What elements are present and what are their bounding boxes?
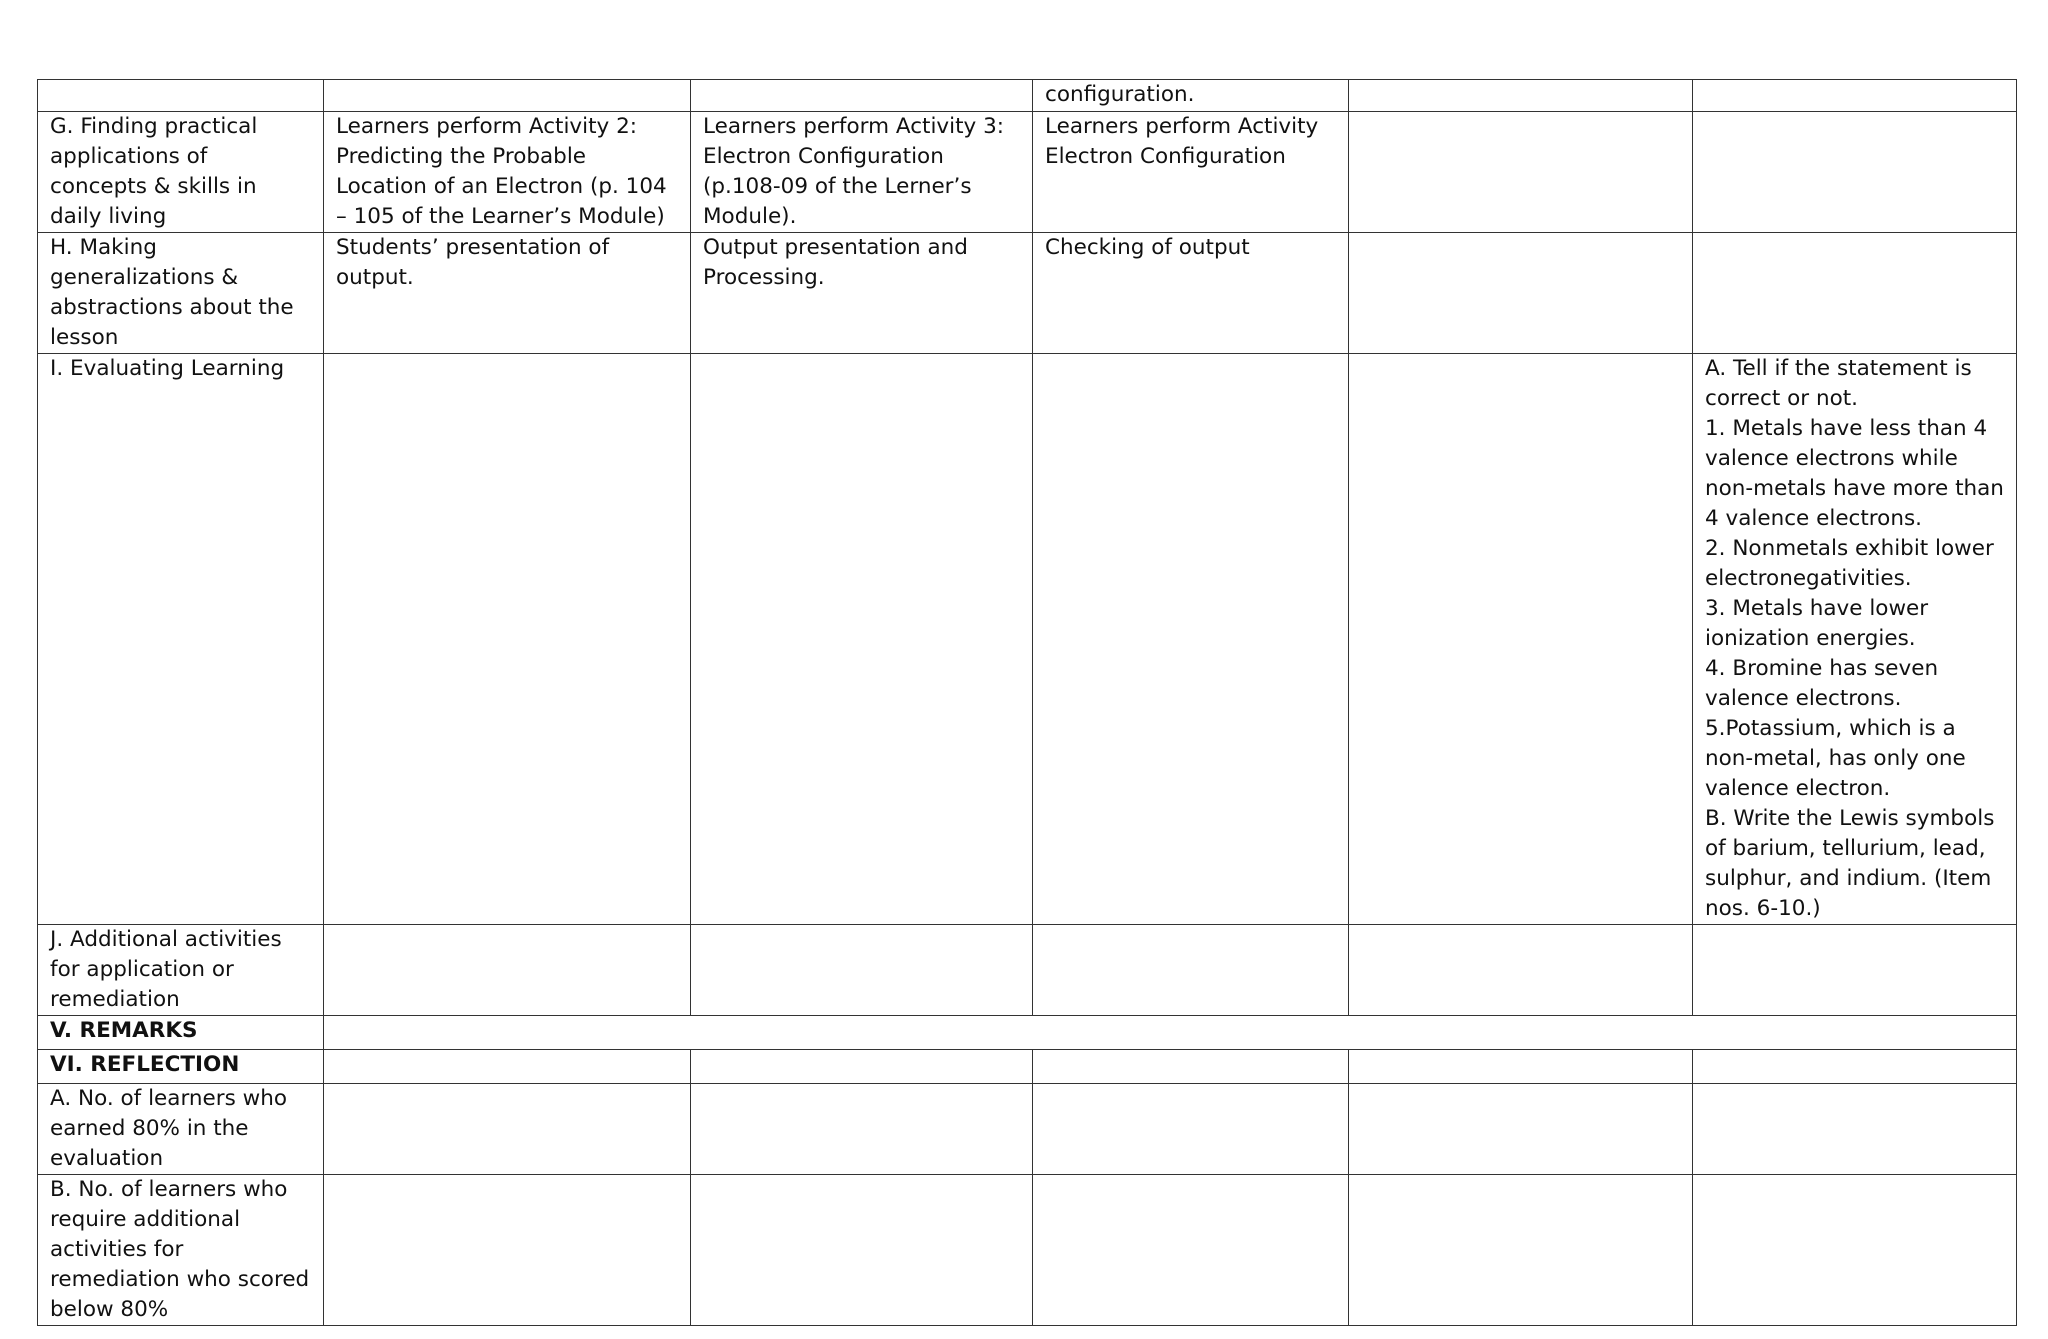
table-cell <box>691 80 1033 112</box>
table-cell <box>691 354 1033 925</box>
table-cell <box>1349 1175 1693 1326</box>
table-cell <box>1693 112 2017 233</box>
table-cell: Output presentation and Processing. <box>691 233 1033 354</box>
table-row <box>38 1084 2017 1175</box>
table-cell <box>1033 1050 1349 1084</box>
reflection-heading: VI. REFLECTION <box>38 1050 324 1084</box>
table-cell <box>691 1084 1033 1175</box>
table-cell: Learners perform Activity 3: Electron Configuration (p.108-09 of the Lerner’s Module). <box>691 112 1033 233</box>
table-cell <box>1349 1084 1693 1175</box>
evaluation-questions: A. Tell if the statement is correct or not. 1. Metals have less than 4 valence electrons while non-metals have more than 4 valence electrons. 2. Nonmetals exhibit lower electronegativities. 3. Metals have lower ionization energies. 4. Bromine has seven valence electrons. 5.Potassium, which is a non-metal, has only one valence electron. B. Write the Lewis symbols of barium, tellurium, lead, sulphur, and indium. (Item nos. 6-10.) <box>1693 354 2017 925</box>
table-cell <box>1693 1050 2017 1084</box>
remarks-cell <box>324 1016 2017 1050</box>
table-row <box>38 233 2017 354</box>
lesson-plan-table <box>37 79 2017 1326</box>
remarks-heading: V. REMARKS <box>38 1016 324 1050</box>
row-label: H. Making generalizations & abstractions about the lesson <box>38 233 324 354</box>
table-row <box>38 1175 2017 1326</box>
row-label: A. No. of learners who earned 80% in the evaluation <box>38 1084 324 1175</box>
table-cell <box>324 1050 691 1084</box>
table-cell <box>324 925 691 1016</box>
table-cell: Learners perform Activity 2: Predicting the Probable Location of an Electron (p. 104 – 105 of the Learner’s Module) <box>324 112 691 233</box>
table-cell <box>1033 1084 1349 1175</box>
row-label <box>38 80 324 112</box>
table-cell: configuration. <box>1033 80 1349 112</box>
table-cell <box>1349 80 1693 112</box>
table-cell: Learners perform Activity Electron Configuration <box>1033 112 1349 233</box>
row-label: I. Evaluating Learning <box>38 354 324 925</box>
table-cell <box>1693 925 2017 1016</box>
table-row <box>38 80 2017 112</box>
table-row <box>38 925 2017 1016</box>
table-cell <box>324 1175 691 1326</box>
table-cell <box>1349 1050 1693 1084</box>
table-cell <box>1349 112 1693 233</box>
table-cell <box>1349 354 1693 925</box>
table-cell <box>691 925 1033 1016</box>
table-cell <box>1693 233 2017 354</box>
table-cell <box>324 1084 691 1175</box>
table-cell <box>1033 925 1349 1016</box>
row-label: G. Finding practical applications of concepts & skills in daily living <box>38 112 324 233</box>
row-label: B. No. of learners who require additional activities for remediation who scored below 80% <box>38 1175 324 1326</box>
table-cell <box>1693 1175 2017 1326</box>
table-cell <box>1033 1175 1349 1326</box>
table-cell <box>691 1050 1033 1084</box>
table-cell: Students’ presentation of output. <box>324 233 691 354</box>
table-cell: Checking of output <box>1033 233 1349 354</box>
table-cell <box>1033 354 1349 925</box>
table-cell <box>1693 80 2017 112</box>
table-cell <box>1693 1084 2017 1175</box>
table-cell <box>1349 233 1693 354</box>
table-cell <box>1349 925 1693 1016</box>
reflection-row <box>38 1050 2017 1084</box>
table-cell <box>691 1175 1033 1326</box>
table-row <box>38 354 2017 925</box>
row-label: J. Additional activities for application or remediation <box>38 925 324 1016</box>
table-cell <box>324 354 691 925</box>
remarks-row <box>38 1016 2017 1050</box>
table-row <box>38 112 2017 233</box>
table-cell <box>324 80 691 112</box>
